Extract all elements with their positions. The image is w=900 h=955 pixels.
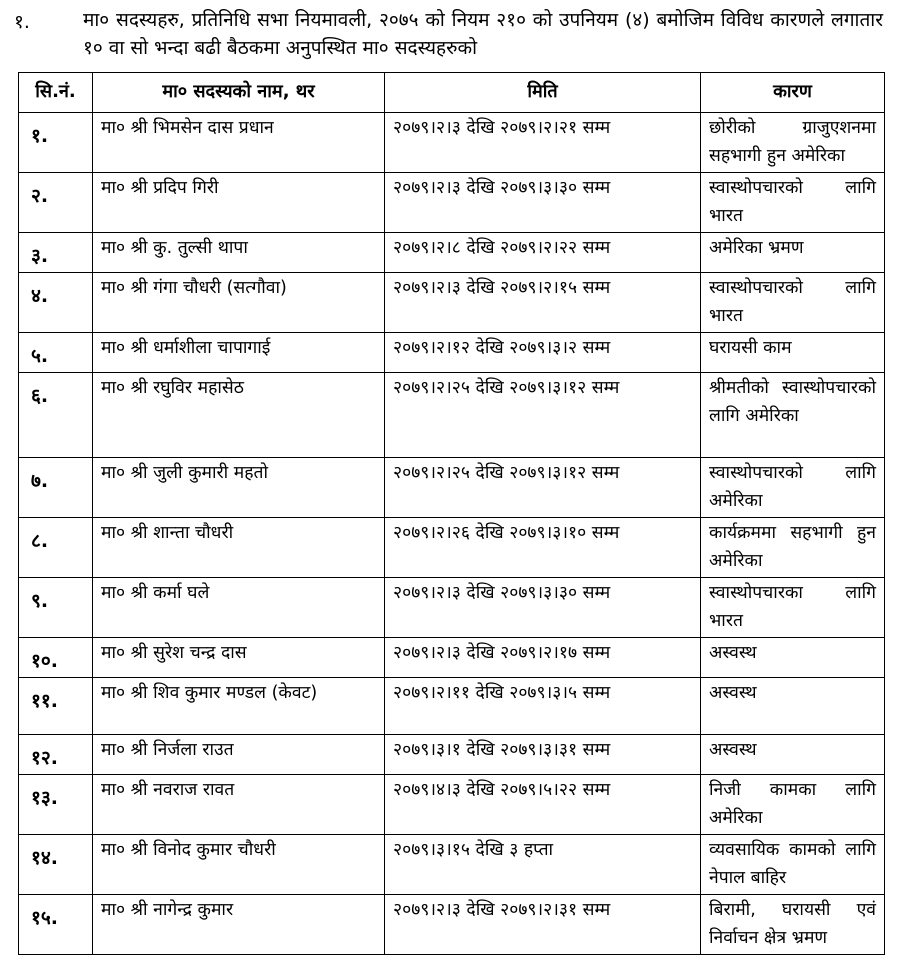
table-row <box>19 578 885 638</box>
date-range-cell: २०७९।२।३ देखि २०७९।२।३१ सम्म <box>385 895 701 955</box>
member-name-cell: मा० श्री निर्जला राउत <box>93 735 385 775</box>
header-reason: कारण <box>701 73 885 113</box>
member-name-cell: मा० श्री धर्माशीला चापागाई <box>93 333 385 373</box>
table-row <box>19 895 885 955</box>
member-name-cell: मा० श्री शिव कुमार मण्डल (केवट) <box>93 678 385 735</box>
table-row <box>19 273 885 333</box>
reason-cell: अमेरिका भ्रमण <box>701 233 885 273</box>
serial-number-cell: ८. <box>19 518 93 578</box>
member-name-cell: मा० श्री जुली कुमारी महतो <box>93 458 385 518</box>
serial-number-cell: १०. <box>19 638 93 678</box>
date-range-cell: २०७९।२।३ देखि २०७९।२।१५ सम्म <box>385 273 701 333</box>
member-name-cell: मा० श्री नागेन्द्र कुमार <box>93 895 385 955</box>
reason-cell: अस्वस्थ <box>701 678 885 735</box>
reason-cell: स्वास्थोपचारको लागि भारत <box>701 273 885 333</box>
table-header-row <box>19 73 885 113</box>
serial-number-cell: ३. <box>19 233 93 273</box>
header-serial: सि.नं. <box>19 73 93 113</box>
table-row <box>19 775 885 835</box>
section-number: १. <box>14 11 30 33</box>
date-range-cell: २०७९।२।२५ देखि २०७९।३।१२ सम्म <box>385 458 701 518</box>
reason-cell: अस्वस्थ <box>701 638 885 678</box>
table-row <box>19 835 885 895</box>
date-range-cell: २०७९।२।११ देखि २०७९।३।५ सम्म <box>385 678 701 735</box>
serial-number-cell: २. <box>19 173 93 233</box>
reason-cell: स्वास्थोपचारको लागि अमेरिका <box>701 458 885 518</box>
serial-number-cell: १५. <box>19 895 93 955</box>
date-range-cell: २०७९।२।२६ देखि २०७९।३।१० सम्म <box>385 518 701 578</box>
date-range-cell: २०७९।२।३ देखि २०७९।२।१७ सम्म <box>385 638 701 678</box>
reason-cell: अस्वस्थ <box>701 735 885 775</box>
table-row <box>19 173 885 233</box>
date-range-cell: २०७९।२।३ देखि २०७९।२।२१ सम्म <box>385 113 701 173</box>
absent-members-table <box>18 72 885 955</box>
section-heading <box>0 4 900 66</box>
date-range-cell: २०७९।२।२५ देखि २०७९।३।१२ सम्म <box>385 373 701 458</box>
reason-cell: श्रीमतीको स्वास्थोपचारको लागि अमेरिका <box>701 373 885 458</box>
reason-cell: स्वास्थोपचारको लागि भारत <box>701 173 885 233</box>
reason-cell: घरायसी काम <box>701 333 885 373</box>
reason-cell: बिरामी, घरायसी एवं निर्वाचन क्षेत्र भ्रमण <box>701 895 885 955</box>
date-range-cell: २०७९।२।८ देखि २०७९।२।२२ सम्म <box>385 233 701 273</box>
member-name-cell: मा० श्री शान्ता चौधरी <box>93 518 385 578</box>
reason-cell: स्वास्थोपचारका लागि भारत <box>701 578 885 638</box>
member-name-cell: मा० श्री सुरेश चन्द्र दास <box>93 638 385 678</box>
date-range-cell: २०७९।३।१५ देखि ३ हप्ता <box>385 835 701 895</box>
member-name-cell: मा० श्री नवराज रावत <box>93 775 385 835</box>
member-name-cell: मा० श्री भिमसेन दास प्रधान <box>93 113 385 173</box>
serial-number-cell: ५. <box>19 333 93 373</box>
serial-number-cell: ६. <box>19 373 93 458</box>
serial-number-cell: ११. <box>19 678 93 735</box>
serial-number-cell: ९. <box>19 578 93 638</box>
table-row <box>19 678 885 735</box>
table-row <box>19 373 885 458</box>
member-name-cell: मा० श्री गंगा चौधरी (सत्गौवा) <box>93 273 385 333</box>
serial-number-cell: १३. <box>19 775 93 835</box>
serial-number-cell: ४. <box>19 273 93 333</box>
date-range-cell: २०७९।२।३ देखि २०७९।३।३० सम्म <box>385 578 701 638</box>
member-name-cell: मा० श्री रघुविर महासेठ <box>93 373 385 458</box>
table-row <box>19 735 885 775</box>
member-name-cell: मा० श्री कु. तुल्सी थापा <box>93 233 385 273</box>
date-range-cell: २०७९।३।१ देखि २०७९।३।३१ सम्म <box>385 735 701 775</box>
serial-number-cell: १४. <box>19 835 93 895</box>
date-range-cell: २०७९।२।३ देखि २०७९।३।३० सम्म <box>385 173 701 233</box>
serial-number-cell: १२. <box>19 735 93 775</box>
date-range-cell: २०७९।२।१२ देखि २०७९।३।२ सम्म <box>385 333 701 373</box>
date-range-cell: २०७९।४।३ देखि २०७९।५।२२ सम्म <box>385 775 701 835</box>
reason-cell: व्यवसायिक कामको लागि नेपाल बाहिर <box>701 835 885 895</box>
table-row <box>19 638 885 678</box>
serial-number-cell: १. <box>19 113 93 173</box>
table-row <box>19 333 885 373</box>
serial-number-cell: ७. <box>19 458 93 518</box>
member-name-cell: मा० श्री प्रदिप गिरी <box>93 173 385 233</box>
table-body <box>19 113 885 955</box>
table-row <box>19 113 885 173</box>
reason-cell: निजी कामका लागि अमेरिका <box>701 775 885 835</box>
table-row <box>19 518 885 578</box>
section-title: मा० सदस्यहरु, प्रतिनिधि सभा नियमावली, २०७५ को नियम २१० को उपनियम (४) बमोजिम विविध कारणले लगातार १० वा सो भन्दा बढी बैठकमा अनुपस्थित मा० सदस्यहरुको <box>83 9 883 59</box>
table-row <box>19 233 885 273</box>
member-name-cell: मा० श्री विनोद कुमार चौधरी <box>93 835 385 895</box>
reason-cell: छोरीको ग्राजुएशनमा सहभागी हुन अमेरिका <box>701 113 885 173</box>
reason-cell: कार्यक्रममा सहभागी हुन अमेरिका <box>701 518 885 578</box>
table-row <box>19 458 885 518</box>
header-date: मिति <box>385 73 701 113</box>
member-name-cell: मा० श्री कर्मा घले <box>93 578 385 638</box>
header-member-name: मा० सदस्यको नाम, थर <box>93 73 385 113</box>
